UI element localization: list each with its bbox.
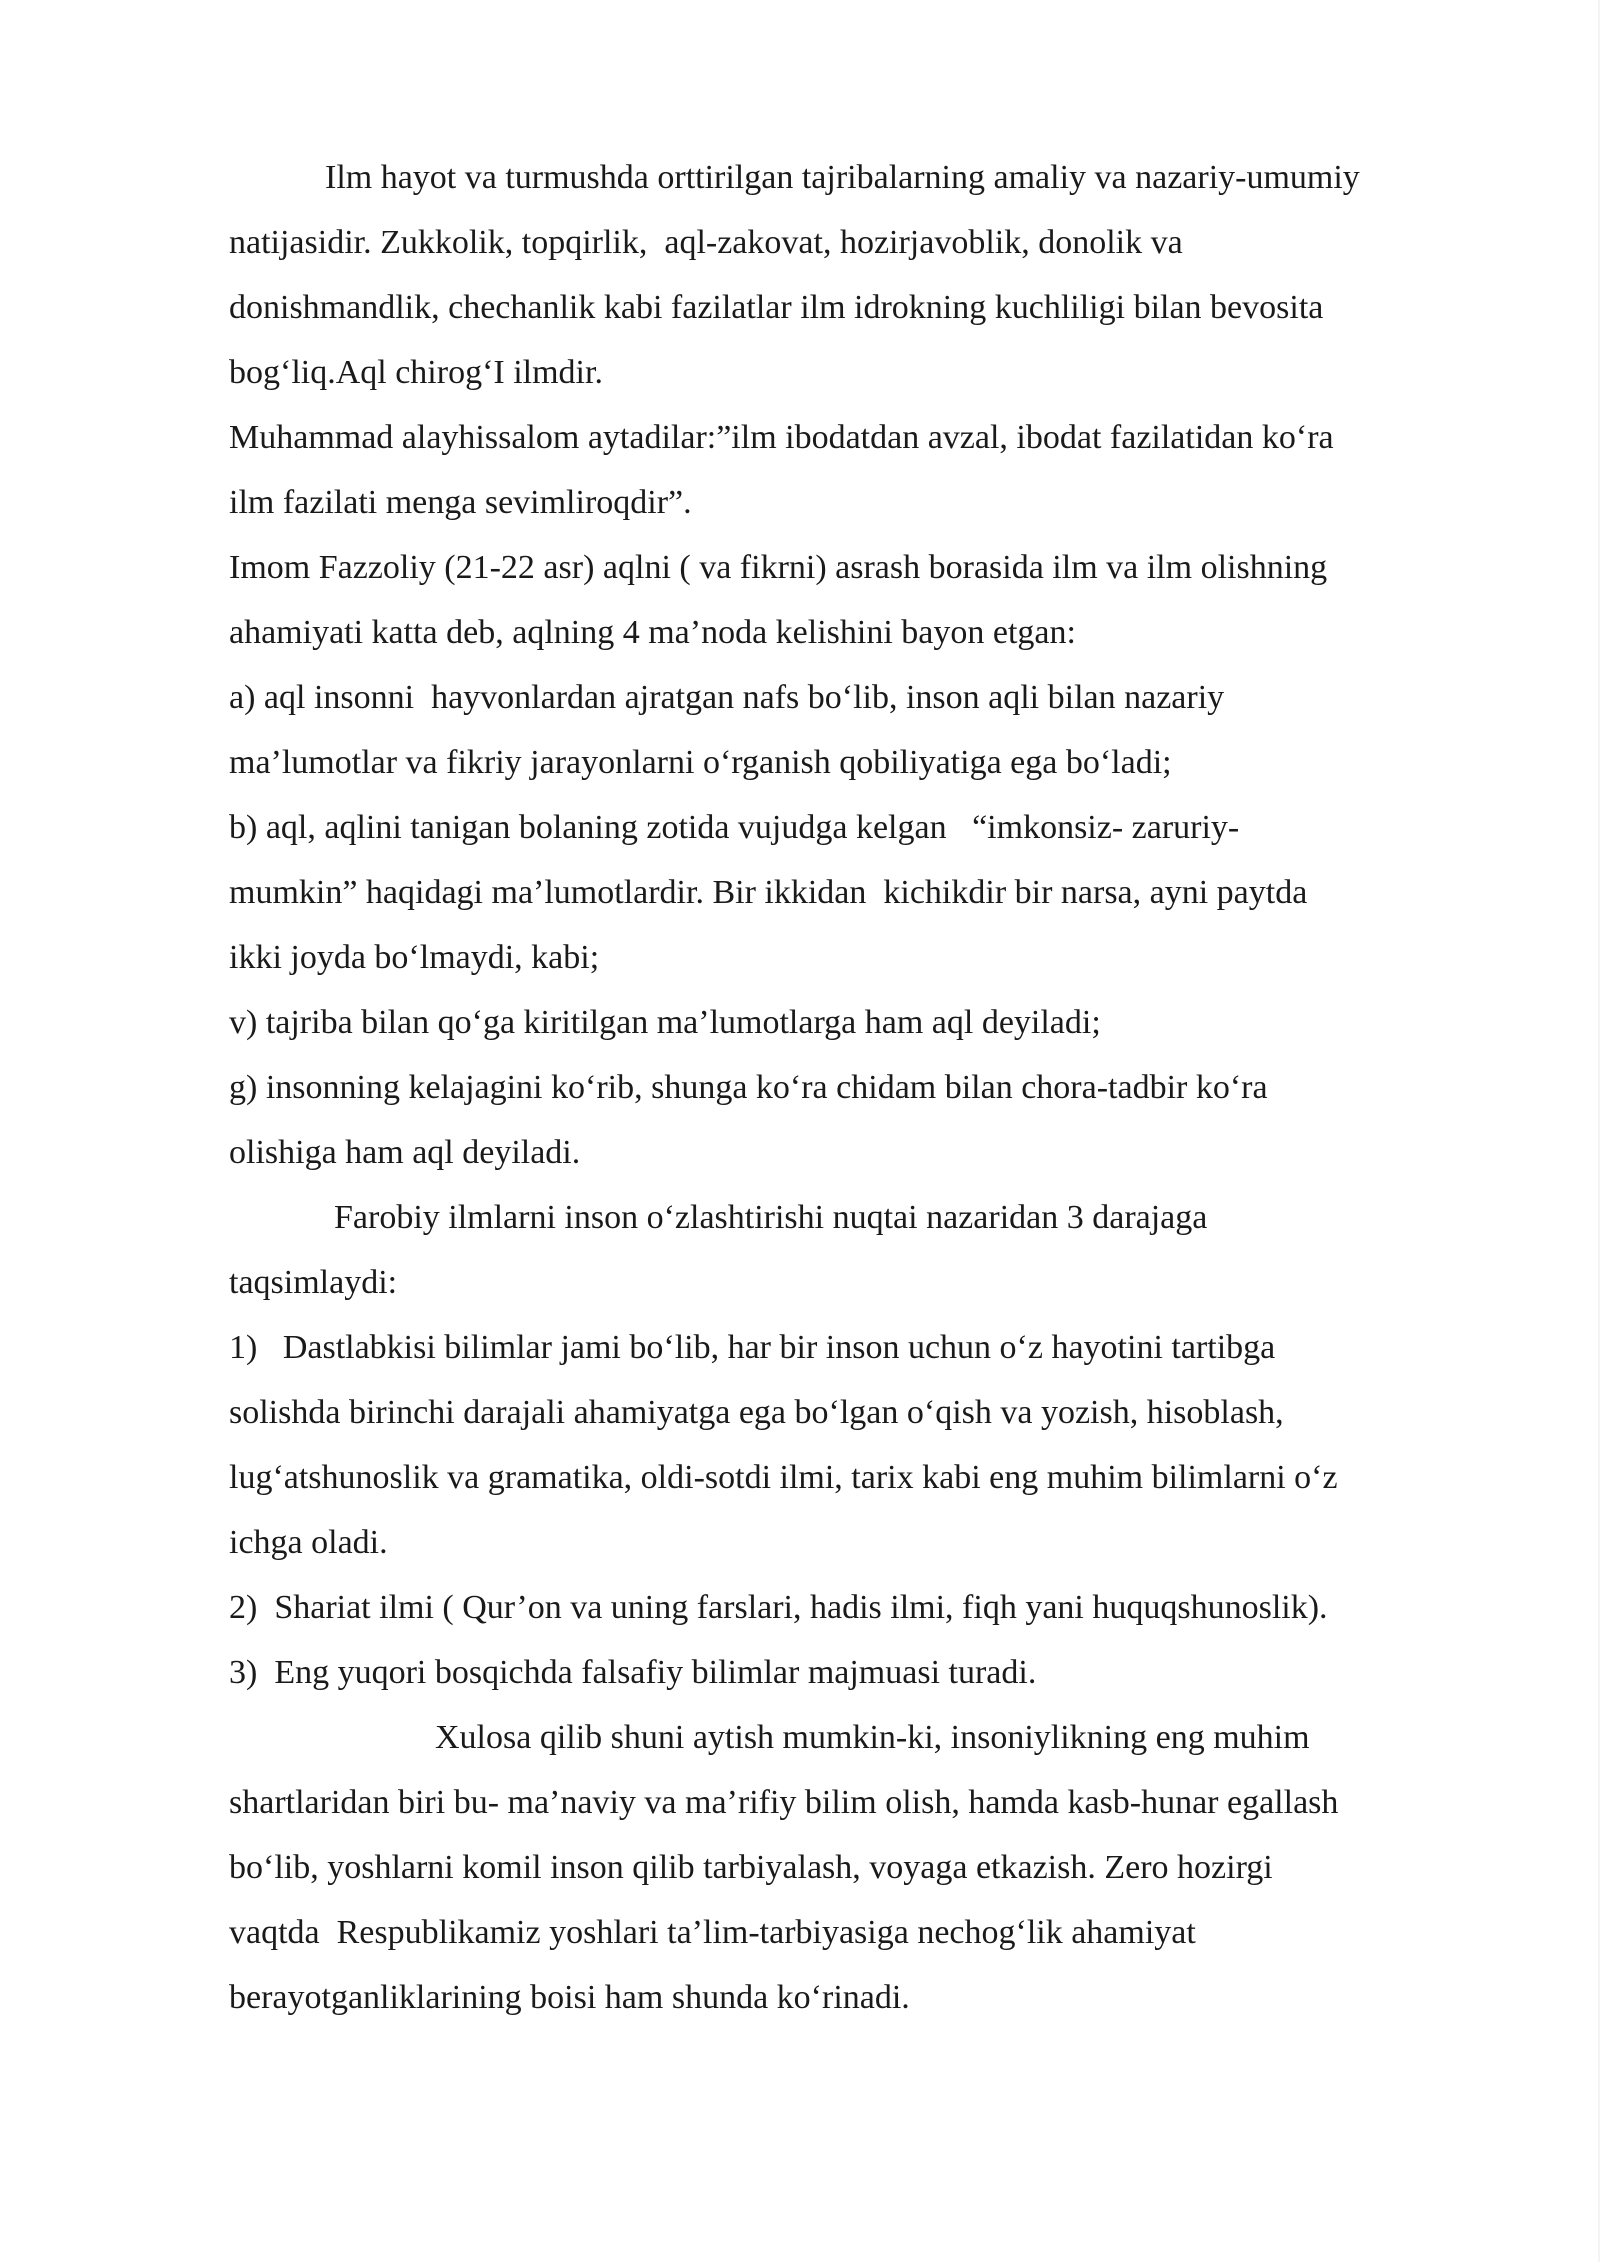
- list-item-a-line-2: ma’lumotlar va fikriy jarayonlarni o‘rganish qobiliyatiga ega bo‘ladi;: [229, 744, 1172, 781]
- list-item-a-line-1: a) aql insonni hayvonlardan ajratgan nafs bo‘lib, inson aqli bilan nazariy: [229, 679, 1225, 716]
- list-item-v-line-1: v) tajriba bilan qo‘ga kiritilgan ma’lumotlarga ham aql deyiladi;: [229, 1004, 1101, 1041]
- paragraph-ilm-line-3: donishmandlik, chechanlik kabi fazilatlar ilm idrokning kuchliligi bilan bevosita: [229, 289, 1324, 326]
- paragraph-ilm-line-4: bog‘liq.Aql chirog‘I ilmdir.: [229, 354, 603, 391]
- farobiy-line-1: Farobiy ilmlarni inson o‘zlashtirishi nuqtai nazaridan 3 darajaga: [334, 1199, 1208, 1236]
- list-item-g-line-2: olishiga ham aql deyiladi.: [229, 1134, 581, 1171]
- conclusion-line-1: Xulosa qilib shuni aytish mumkin-ki, insoniylikning eng muhim: [435, 1719, 1310, 1756]
- fazzoliy-line-2: ahamiyati katta deb, aqlning 4 ma’noda kelishini bayon etgan:: [229, 614, 1076, 651]
- paragraph-ilm-line-2: natijasidir. Zukkolik, topqirlik, aql-zakovat, hozirjavoblik, donolik va: [229, 224, 1183, 261]
- numbered-item-1-line-1: 1) Dastlabkisi bilimlar jami bo‘lib, har bir inson uchun o‘z hayotini tartibga: [229, 1329, 1276, 1366]
- quote-line-2: ilm fazilati menga sevimliroqdir”.: [229, 484, 692, 521]
- document-body-text: [229, 145, 1489, 2030]
- conclusion-line-5: berayotganliklarining boisi ham shunda ko‘rinadi.: [229, 1979, 910, 2016]
- list-item-g-line-1: g) insonning kelajagini ko‘rib, shunga ko‘ra chidam bilan chora-tadbir ko‘ra: [229, 1069, 1268, 1106]
- list-item-b-line-3: ikki joyda bo‘lmaydi, kabi;: [229, 939, 600, 976]
- list-item-b-line-1: b) aql, aqlini tanigan bolaning zotida vujudga kelgan “imkonsiz- zaruriy-: [229, 809, 1240, 846]
- list-item-b-line-2: mumkin” haqidagi ma’lumotlardir. Bir ikkidan kichikdir bir narsa, ayni paytda: [229, 874, 1308, 911]
- conclusion-line-3: bo‘lib, yoshlarni komil inson qilib tarbiyalash, voyaga etkazish. Zero hozirgi: [229, 1849, 1273, 1886]
- numbered-item-3-line-1: 3) Eng yuqori bosqichda falsafiy bilimlar majmuasi turadi.: [229, 1654, 1037, 1691]
- numbered-item-1-line-4: ichga oladi.: [229, 1524, 388, 1561]
- conclusion-line-2: shartlaridan biri bu- ma’naviy va ma’rifiy bilim olish, hamda kasb-hunar egallash: [229, 1784, 1339, 1821]
- numbered-item-2-line-1: 2) Shariat ilmi ( Qur’on va uning farslari, hadis ilmi, fiqh yani huquqshunoslik).: [229, 1589, 1328, 1626]
- farobiy-line-2: taqsimlaydi:: [229, 1264, 398, 1301]
- fazzoliy-line-1: Imom Fazzoliy (21-22 asr) aqlni ( va fikrni) asrash borasida ilm va ilm olishning: [229, 549, 1328, 586]
- numbered-item-1-line-2: solishda birinchi darajali ahamiyatga ega bo‘lgan o‘qish va yozish, hisoblash,: [229, 1394, 1284, 1431]
- conclusion-line-4: vaqtda Respublikamiz yoshlari ta’lim-tarbiyasiga nechog‘lik ahamiyat: [229, 1914, 1196, 1951]
- quote-line-1: Muhammad alayhissalom aytadilar:”ilm ibodatdan avzal, ibodat fazilatidan ko‘ra: [229, 419, 1334, 456]
- numbered-item-1-line-3: lug‘atshunoslik va gramatika, oldi-sotdi ilmi, tarix kabi eng muhim bilimlarni o‘z: [229, 1459, 1338, 1496]
- paragraph-ilm-line-1: Ilm hayot va turmushda orttirilgan tajribalarning amaliy va nazariy-umumiy: [325, 159, 1360, 196]
